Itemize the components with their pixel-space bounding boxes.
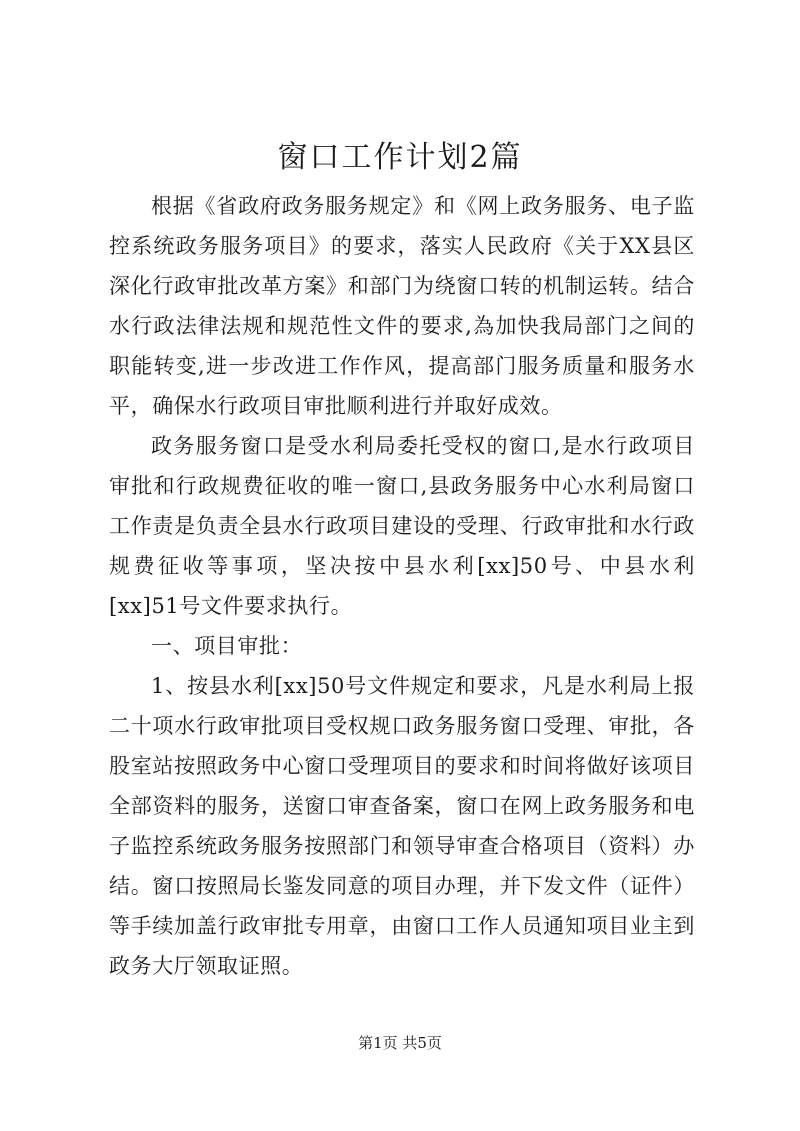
document-title: 窗口工作计划2篇 (277, 140, 523, 175)
document-body (109, 186, 695, 986)
paragraph-window-role: 政务服务窗口是受水利局委托受权的窗口,是水行政项目审批和行政规费征收的唯一窗口,县政务服务中心水利局窗口工作责是负责全县水行政项目建设的受理、行政审批和水行政规费征收等事项，坚决按中县水利[xx]50号、中县水利[xx]51号文件要求执行。 (109, 434, 695, 618)
paragraph-intro: 根据《省政府政务服务规定》和《网上政务服务、电子监控系统政务服务项目》的要求，落实人民政府《关于XX县区深化行政审批改革方案》和部门为绕窗口转的机制运转。结合水行政法律法规和规范性文件的要求,為加快我局部门之间的职能转变,进一步改进工作作风，提高部门服务质量和服务水平，确保水行政项目审批顺利进行并取好成效。 (109, 194, 695, 418)
page-number-footer: 第1页 共5页 (358, 1034, 442, 1052)
paragraph-item-1: 1、按县水利[xx]50号文件规定和要求，凡是水利局上报二十项水行政审批项目受权规口政务服务窗口受理、审批，各股室站按照政务中心窗口受理项目的要求和时间将做好该项目全部资料的服务，送窗口审查备案，窗口在网上政务服务和电子监控系统政务服务按照部门和领导审查合格项目（资料）办结。窗口按照局长鉴发同意的项目办理，并下发文件（证件）等手续加盖行政审批专用章，由窗口工作人员通知项目业主到政务大厅领取证照。 (109, 674, 695, 978)
section-heading-project-approval: 一、项目审批： (151, 634, 303, 658)
